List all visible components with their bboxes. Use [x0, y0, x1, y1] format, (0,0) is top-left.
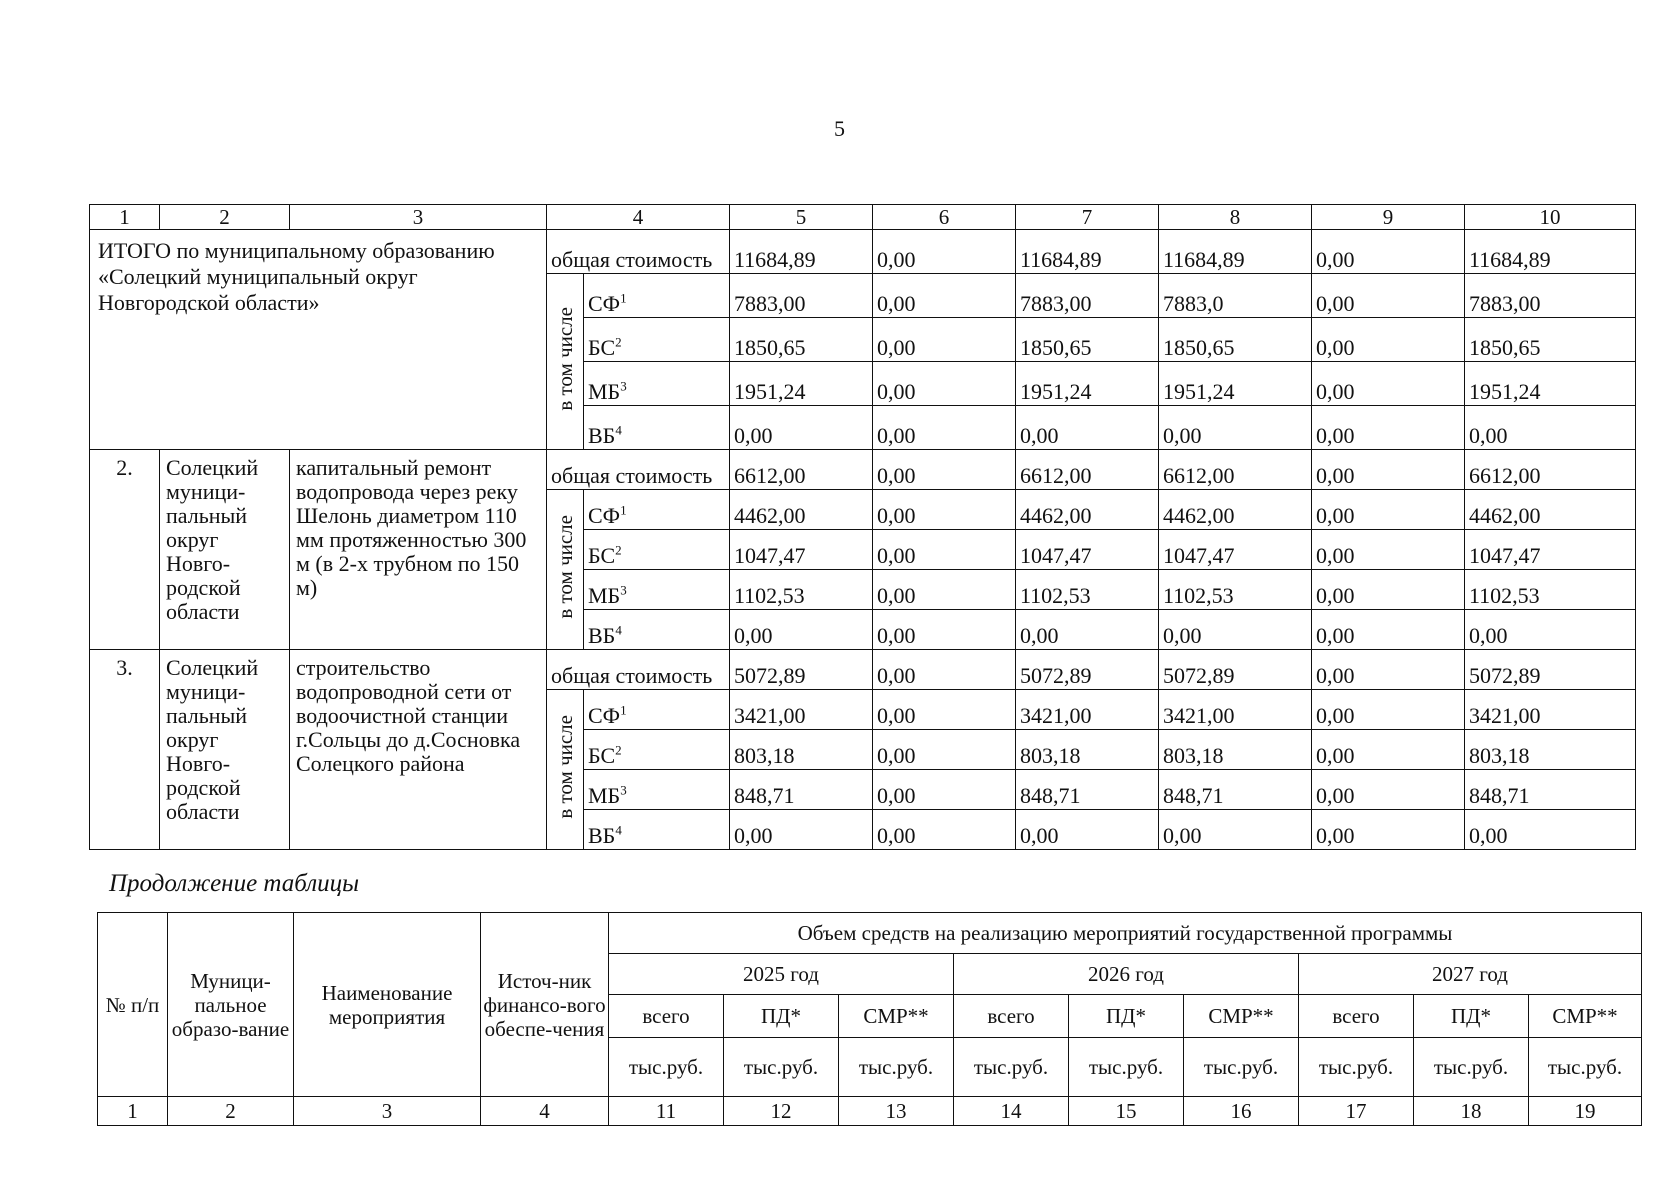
- header-sub: всего: [954, 995, 1069, 1038]
- col-number: 17: [1299, 1097, 1414, 1126]
- cell-value: 3421,00: [1016, 690, 1159, 730]
- cell-value: 0,00: [1465, 810, 1636, 850]
- cell-value: 6612,00: [1016, 450, 1159, 490]
- cell-value: 0,00: [1312, 730, 1465, 770]
- cell-value: 4462,00: [730, 490, 873, 530]
- event-name-cell: капитальный ремонт водопровода через реку Шелонь диаметром 110 мм протяженностью 300 м (в 2-х трубном по 150 м): [290, 450, 547, 650]
- col-number: 2: [160, 205, 290, 230]
- itogo-total-row: [90, 230, 1636, 274]
- header-volume: Объем средств на реализацию мероприятий государственной программы: [609, 913, 1642, 954]
- col-number: 3: [290, 205, 547, 230]
- cell-value: 1951,24: [1016, 362, 1159, 406]
- header-num: № п/п: [98, 913, 168, 1097]
- col-number: 18: [1414, 1097, 1529, 1126]
- cell-value: 848,71: [1159, 770, 1312, 810]
- itogo-label: ИТОГО по муниципальному образованию «Солецкий муниципальный округ Новгородской области»: [90, 230, 547, 450]
- cell-value: 0,00: [730, 610, 873, 650]
- col-number: 15: [1069, 1097, 1184, 1126]
- cell-value: 0,00: [1465, 406, 1636, 450]
- cell-value: 803,18: [1016, 730, 1159, 770]
- header-unit: тыс.руб.: [954, 1038, 1069, 1097]
- col-number: 16: [1184, 1097, 1299, 1126]
- col-number: 1: [90, 205, 160, 230]
- cell-value: 1951,24: [730, 362, 873, 406]
- cell-value: 0,00: [873, 570, 1016, 610]
- cell-value: 848,71: [730, 770, 873, 810]
- cell-value: 0,00: [1016, 610, 1159, 650]
- cell-value: 1951,24: [1465, 362, 1636, 406]
- continuation-title: Продолжение таблицы: [109, 870, 360, 897]
- header-year: 2025 год: [609, 954, 954, 995]
- cell-value: 11684,89: [1159, 230, 1312, 274]
- cell-value: 1850,65: [1016, 318, 1159, 362]
- cell-value: 0,00: [1312, 570, 1465, 610]
- cell-value: 0,00: [1159, 406, 1312, 450]
- including-label: в том числе: [547, 690, 584, 850]
- cell-value: 0,00: [873, 274, 1016, 318]
- source-label: $БС^2$: [584, 730, 730, 770]
- cell-value: 1047,47: [730, 530, 873, 570]
- cell-value: 7883,00: [1465, 274, 1636, 318]
- cell-value: 0,00: [873, 650, 1016, 690]
- event-name-cell: строительство водопроводной сети от водоочистной станции г.Сольцы до д.Сосновка Солецкого района: [290, 650, 547, 850]
- funding-table: [89, 204, 1636, 850]
- header-year: 2027 год: [1299, 954, 1642, 995]
- col-number: 11: [609, 1097, 724, 1126]
- col-number: 5: [730, 205, 873, 230]
- source-label: $МБ^3$: [584, 570, 730, 610]
- header-unit: тыс.руб.: [1184, 1038, 1299, 1097]
- cell-value: 7883,00: [1016, 274, 1159, 318]
- header-sub: всего: [1299, 995, 1414, 1038]
- cell-value: 0,00: [873, 690, 1016, 730]
- header-sub: СМР**: [839, 995, 954, 1038]
- municipality-cell: Солецкий муници-пальный округ Новго-родской области: [160, 450, 290, 650]
- cell-value: 0,00: [1312, 690, 1465, 730]
- cell-value: 0,00: [1016, 406, 1159, 450]
- cell-value: 1850,65: [1465, 318, 1636, 362]
- source-label: $БС^2$: [584, 530, 730, 570]
- event-3-total-row: [90, 650, 1636, 690]
- cell-value: 11684,89: [730, 230, 873, 274]
- col-number: 6: [873, 205, 1016, 230]
- cell-value: 6612,00: [1465, 450, 1636, 490]
- cell-value: 0,00: [873, 450, 1016, 490]
- header-sub: ПД*: [724, 995, 839, 1038]
- cell-value: 0,00: [1465, 610, 1636, 650]
- source-label: $ВБ^4$: [584, 406, 730, 450]
- cell-value: 0,00: [873, 230, 1016, 274]
- source-label: $СФ^1$: [584, 274, 730, 318]
- cell-value: 0,00: [1312, 610, 1465, 650]
- page-number: 5: [834, 116, 845, 141]
- event-2-total-row: [90, 450, 1636, 490]
- cell-value: 4462,00: [1016, 490, 1159, 530]
- row-number: 3.: [90, 650, 160, 850]
- col-number: 12: [724, 1097, 839, 1126]
- cell-value: 1850,65: [730, 318, 873, 362]
- cell-value: 1102,53: [730, 570, 873, 610]
- cell-value: 0,00: [873, 770, 1016, 810]
- cell-value: 0,00: [1312, 810, 1465, 850]
- cell-value: 0,00: [1312, 406, 1465, 450]
- cell-value: 11684,89: [1465, 230, 1636, 274]
- col-number: 13: [839, 1097, 954, 1126]
- header-municipality: Муници-пальное образо-вание: [168, 913, 294, 1097]
- cell-value: 803,18: [730, 730, 873, 770]
- cell-value: 0,00: [873, 362, 1016, 406]
- column-number-row: [90, 205, 1636, 230]
- header-sub: ПД*: [1069, 995, 1184, 1038]
- col-number: 2: [168, 1097, 294, 1126]
- source-total-label: общая стоимость: [547, 650, 730, 690]
- source-total-label: общая стоимость: [547, 450, 730, 490]
- cell-value: 0,00: [1312, 530, 1465, 570]
- cell-value: 3421,00: [1159, 690, 1312, 730]
- cell-value: 3421,00: [730, 690, 873, 730]
- col-number: 4: [481, 1097, 609, 1126]
- header-sub: всего: [609, 995, 724, 1038]
- cell-value: 5072,89: [1159, 650, 1312, 690]
- including-label: в том числе: [547, 274, 584, 450]
- col-number: 14: [954, 1097, 1069, 1126]
- cell-value: 0,00: [873, 530, 1016, 570]
- cell-value: 0,00: [873, 810, 1016, 850]
- cell-value: 5072,89: [1016, 650, 1159, 690]
- header-unit: тыс.руб.: [1299, 1038, 1414, 1097]
- cell-value: 1102,53: [1016, 570, 1159, 610]
- cell-value: 848,71: [1465, 770, 1636, 810]
- cell-value: 0,00: [1159, 610, 1312, 650]
- header-sub: СМР**: [1184, 995, 1299, 1038]
- cell-value: 11684,89: [1016, 230, 1159, 274]
- cell-value: 5072,89: [730, 650, 873, 690]
- cell-value: 0,00: [873, 318, 1016, 362]
- header-unit: тыс.руб.: [1529, 1038, 1642, 1097]
- cell-value: 4462,00: [1465, 490, 1636, 530]
- header-unit: тыс.руб.: [1069, 1038, 1184, 1097]
- col-number: 7: [1016, 205, 1159, 230]
- cell-value: 0,00: [1312, 230, 1465, 274]
- cell-value: 0,00: [1312, 450, 1465, 490]
- header-source: Источ-ник финансо-вого обеспе-чения: [481, 913, 609, 1097]
- cell-value: 0,00: [1016, 810, 1159, 850]
- cell-value: 7883,0: [1159, 274, 1312, 318]
- cell-value: 4462,00: [1159, 490, 1312, 530]
- source-label: $СФ^1$: [584, 690, 730, 730]
- source-label: $ВБ^4$: [584, 610, 730, 650]
- cell-value: 1951,24: [1159, 362, 1312, 406]
- header-year: 2026 год: [954, 954, 1299, 995]
- cell-value: 0,00: [1312, 490, 1465, 530]
- header-unit: тыс.руб.: [609, 1038, 724, 1097]
- cell-value: 6612,00: [1159, 450, 1312, 490]
- header-unit: тыс.руб.: [839, 1038, 954, 1097]
- source-label: $МБ^3$: [584, 770, 730, 810]
- cell-value: 0,00: [873, 406, 1016, 450]
- cell-value: 0,00: [1159, 810, 1312, 850]
- cell-value: 7883,00: [730, 274, 873, 318]
- cell-value: 1102,53: [1465, 570, 1636, 610]
- cell-value: 0,00: [1312, 770, 1465, 810]
- col-number: 10: [1465, 205, 1636, 230]
- cell-value: 0,00: [1312, 318, 1465, 362]
- cell-value: 1102,53: [1159, 570, 1312, 610]
- col-number: 3: [294, 1097, 481, 1126]
- including-label: в том числе: [547, 490, 584, 650]
- cell-value: 0,00: [1312, 650, 1465, 690]
- municipality-cell: Солецкий муници-пальный округ Новго-родской области: [160, 650, 290, 850]
- cell-value: 1047,47: [1159, 530, 1312, 570]
- header-row-1: [98, 913, 1642, 954]
- source-label: $БС^2$: [584, 318, 730, 362]
- source-label: $МБ^3$: [584, 362, 730, 406]
- cell-value: 0,00: [1312, 362, 1465, 406]
- cell-value: 0,00: [873, 730, 1016, 770]
- source-label: $СФ^1$: [584, 490, 730, 530]
- header-event-name: Наименование мероприятия: [294, 913, 481, 1097]
- cell-value: 6612,00: [730, 450, 873, 490]
- cell-value: 803,18: [1159, 730, 1312, 770]
- continuation-table: [97, 912, 1642, 1126]
- source-total-label: общая стоимость: [547, 230, 730, 274]
- col-number: 8: [1159, 205, 1312, 230]
- col-number: 1: [98, 1097, 168, 1126]
- header-sub: ПД*: [1414, 995, 1529, 1038]
- header-sub: СМР**: [1529, 995, 1642, 1038]
- column-number-row: [98, 1097, 1642, 1126]
- cell-value: 5072,89: [1465, 650, 1636, 690]
- cell-value: 0,00: [1312, 274, 1465, 318]
- cell-value: 3421,00: [1465, 690, 1636, 730]
- col-number: 4: [547, 205, 730, 230]
- col-number: 9: [1312, 205, 1465, 230]
- cell-value: 1850,65: [1159, 318, 1312, 362]
- cell-value: 0,00: [730, 810, 873, 850]
- cell-value: 1047,47: [1465, 530, 1636, 570]
- cell-value: 1047,47: [1016, 530, 1159, 570]
- header-unit: тыс.руб.: [1414, 1038, 1529, 1097]
- row-number: 2.: [90, 450, 160, 650]
- header-unit: тыс.руб.: [724, 1038, 839, 1097]
- cell-value: 0,00: [730, 406, 873, 450]
- cell-value: 0,00: [873, 490, 1016, 530]
- cell-value: 0,00: [873, 610, 1016, 650]
- source-label: $ВБ^4$: [584, 810, 730, 850]
- col-number: 19: [1529, 1097, 1642, 1126]
- cell-value: 848,71: [1016, 770, 1159, 810]
- cell-value: 803,18: [1465, 730, 1636, 770]
